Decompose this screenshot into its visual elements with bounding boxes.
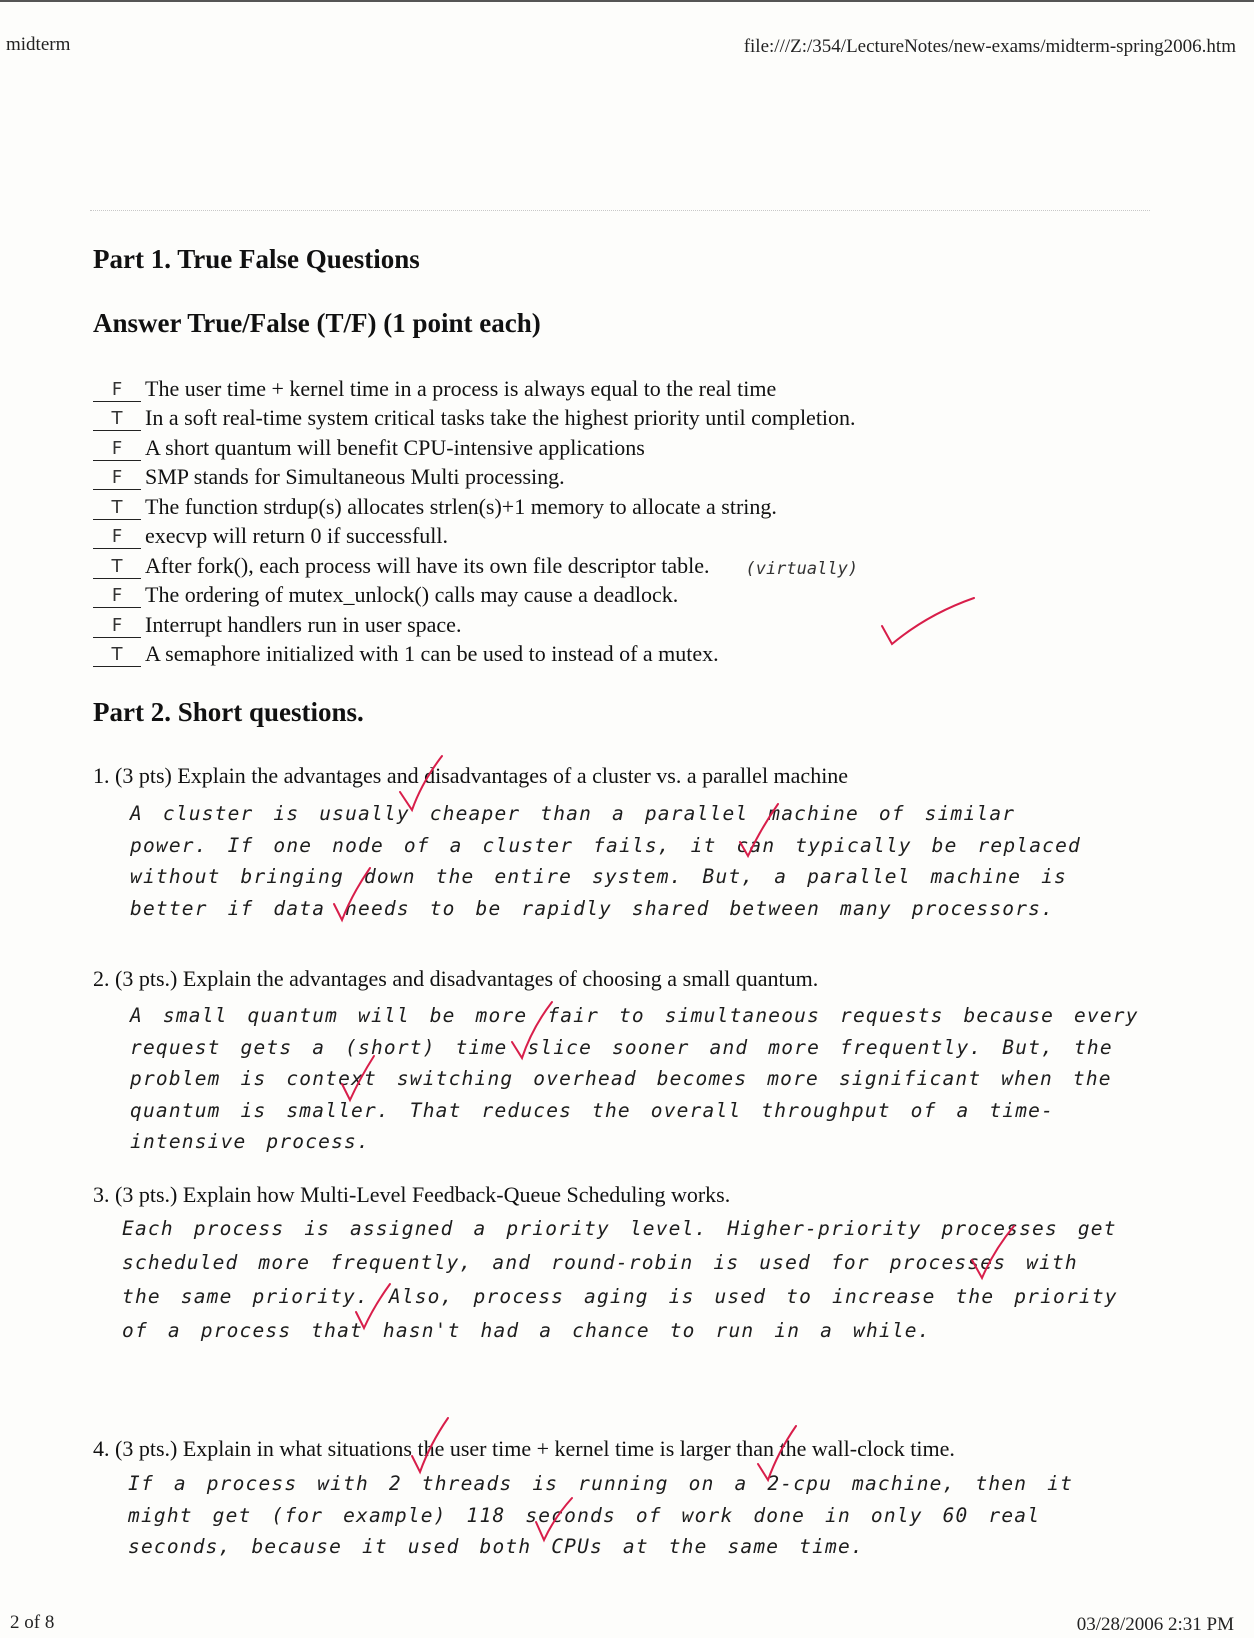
- tf-answer: F: [93, 467, 141, 490]
- question-2: 2. (3 pts.) Explain the advantages and disadvantages of choosing a small quantum.: [93, 966, 819, 991]
- tf-statement: The function strdup(s) allocates strlen(s)+1 memory to allocate a string.: [145, 493, 777, 519]
- tf-item: [93, 372, 1093, 402]
- answer-1: A cluster is usually cheaper than a parallel machine of similar power. If one node of a cluster fails, it can typically be replaced without bringing down the entire system. But, a parallel machine is better if data needs to be rapidly shared between many processors.: [130, 802, 1081, 920]
- answer-2: A small quantum will be more fair to simultaneous requests because every request gets a (short) time slice sooner and more frequently. But, the problem is context switching overhead becomes more significant when the quantum is smaller. That reduces the overall throughput of a time-intensive process.: [130, 1004, 1139, 1153]
- tf-statement: The ordering of mutex_unlock() calls may cause a deadlock.: [145, 582, 679, 607]
- part1-subtitle: Answer True/False (T/F) (1 point each): [93, 308, 541, 338]
- grading-checkmark-icon: [330, 864, 374, 924]
- tf-item: [93, 490, 1093, 520]
- tf-item: [93, 549, 1093, 579]
- part2-title: Part 2. Short questions.: [93, 697, 364, 727]
- tf-statement: A semaphore initialized with 1 can be used to instead of a mutex.: [145, 641, 719, 666]
- tf-statement: A short quantum will benefit CPU-intensive applications: [145, 434, 645, 460]
- tf-item: [93, 520, 1093, 550]
- tf-answer: F: [93, 379, 141, 402]
- page-header-url: file:///Z:/354/LectureNotes/new-exams/midterm-spring2006.htm: [743, 36, 1236, 57]
- grading-checkmark-icon: [878, 596, 978, 652]
- grading-checkmark-icon: [532, 1494, 576, 1544]
- page-footer-page-number: 2 of 8: [10, 1612, 55, 1633]
- tf-answer: T: [93, 408, 141, 431]
- question-1: 1. (3 pts) Explain the advantages and disadvantages of a cluster vs. a parallel machine: [93, 763, 849, 788]
- tf-answer: F: [93, 615, 141, 638]
- handwritten-note: (virtually): [745, 558, 859, 579]
- question-4: 4. (3 pts.) Explain in what situations the user time + kernel time is larger than the wall-clock time.: [93, 1436, 955, 1461]
- grading-checkmark-icon: [754, 1422, 800, 1484]
- page-footer-timestamp: 03/28/2006 2:31 PM: [1076, 1614, 1234, 1635]
- tf-answer: F: [93, 585, 141, 608]
- tf-statement: The user time + kernel time in a process is always equal to the real time: [145, 375, 777, 401]
- page-header-title: midterm: [6, 34, 71, 55]
- tf-item: [93, 461, 1093, 491]
- horizontal-divider: [90, 210, 1150, 211]
- tf-statement: execvp will return 0 if successfull.: [145, 523, 449, 548]
- grading-checkmark-icon: [968, 1222, 1018, 1282]
- grading-checkmark-icon: [338, 1052, 378, 1104]
- grading-checkmark-icon: [408, 1414, 452, 1476]
- tf-statement: Interrupt handlers run in user space.: [145, 611, 462, 637]
- question-3: 3. (3 pts.) Explain how Multi-Level Feedback-Queue Scheduling works.: [93, 1182, 731, 1207]
- tf-item: [93, 402, 1093, 432]
- answer-4: If a process with 2 threads is running on a 2-cpu machine, then it might get (for example) 118 seconds of work done in only 60 real seconds, because it used both CPUs at the same time.: [128, 1472, 1074, 1558]
- page-top-border: [0, 0, 1254, 2]
- tf-statement: SMP stands for Simultaneous Multi processing.: [145, 464, 565, 489]
- grading-checkmark-icon: [734, 800, 782, 860]
- grading-checkmark-icon: [352, 1280, 394, 1332]
- part1-title: Part 1. True False Questions: [93, 244, 420, 274]
- tf-answer: T: [93, 556, 141, 579]
- grading-checkmark-icon: [508, 998, 556, 1062]
- tf-statement: In a soft real-time system critical tasks take the highest priority until completion.: [145, 405, 856, 430]
- tf-answer: F: [93, 438, 141, 461]
- answer-3: Each process is assigned a priority level. Higher-priority processes get scheduled more frequently, and round-robin is used for processes with the same priority. Also, process aging is used to increase the priority of a process that hasn't had a chance to run in a while.: [122, 1217, 1118, 1342]
- tf-answer: T: [93, 497, 141, 520]
- tf-answer: F: [93, 526, 141, 549]
- grading-checkmark-icon: [396, 754, 446, 814]
- tf-item: [93, 431, 1093, 461]
- tf-answer: T: [93, 644, 141, 667]
- tf-statement: After fork(), each process will have its own file descriptor table.: [145, 552, 710, 578]
